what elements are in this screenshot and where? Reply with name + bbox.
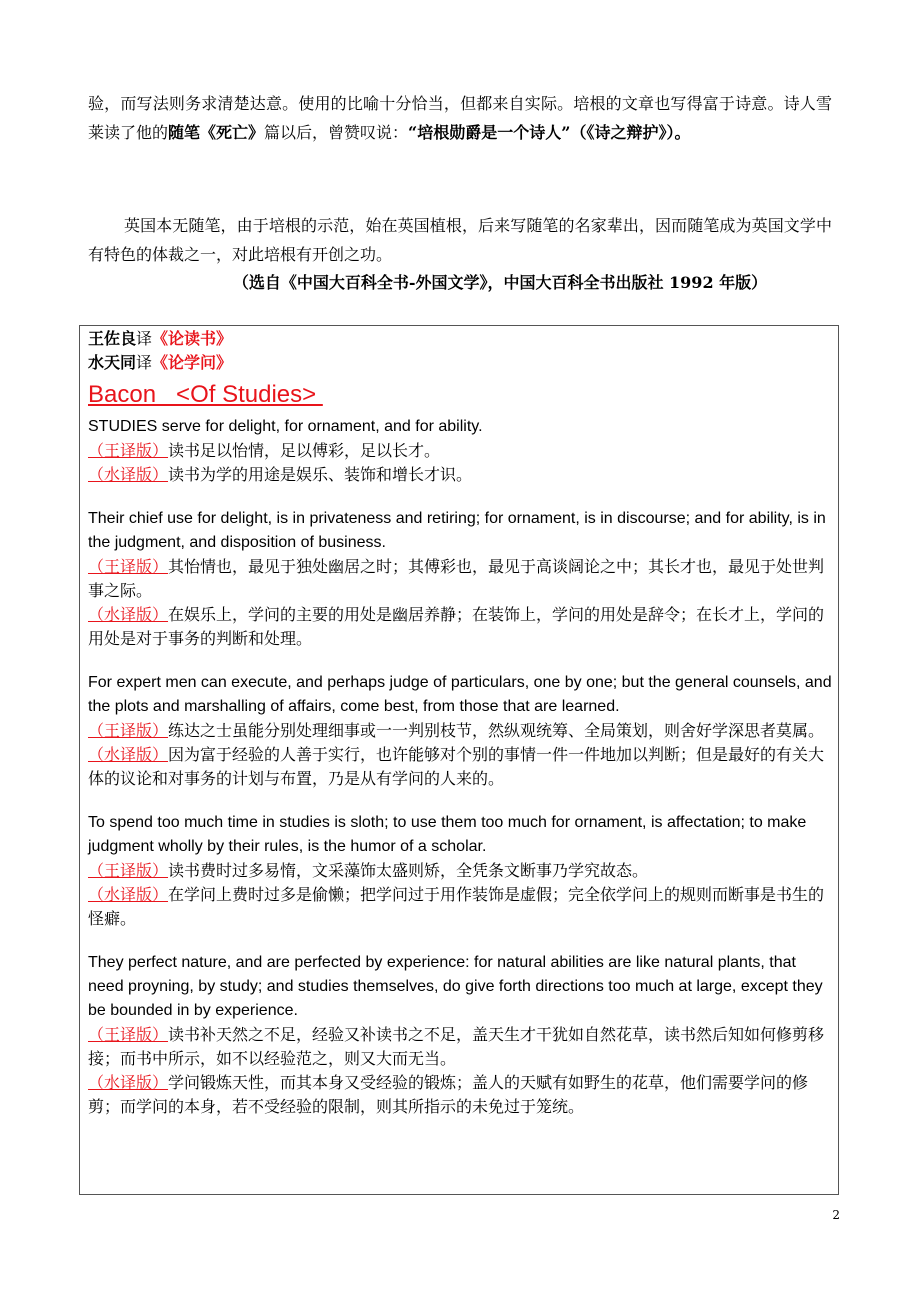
english-text: They perfect nature, and are perfected by experience: for natural abilities are like natural plants, that need proyning, by study; and studies themselves, do give forth directions too much at large, except they be bounded in by experience.	[88, 954, 823, 1019]
translator-line	[88, 327, 832, 351]
english-text: To spend too much time in studies is sloth; to use them too much for ornament, is affectation; to make judgment wholly by their rules, is the humor of a scholar.	[88, 814, 807, 855]
translator-verb: 译	[136, 329, 153, 348]
translator-line	[88, 351, 832, 375]
english-text: For expert men can execute, and perhaps judge of particulars, one by one; but the general counsels, and the plots and marshalling of affairs, come best, from those that are learned.	[88, 674, 832, 715]
shui-translation	[88, 463, 832, 487]
english-text: STUDIES serve for delight, for ornament, and for ability.	[88, 418, 483, 435]
wang-translation	[88, 439, 832, 463]
shui-text: 在学问上费时过多是偷懒；把学问过于用作装饰是虚假；完全依学问上的规则而断事是书生的怪癖。	[88, 885, 825, 928]
translator-name: 水天同	[88, 353, 137, 372]
passage-block	[88, 951, 832, 1119]
wang-translation	[88, 859, 832, 883]
wang-translation	[88, 719, 832, 743]
intro-paragraph-2: 英国本无随笔，由于培根的示范，始在英国植根，后来写随笔的名家辈出，因而随笔成为英国文学中有特色的体裁之一，对此培根有开创之功。	[88, 216, 832, 264]
shui-translation	[88, 883, 832, 931]
english-text: Their chief use for delight, is in privateness and retiring; for ornament, is in discourse; and for ability, is in the judgment, and disposition of business.	[88, 510, 826, 551]
passage-block	[88, 415, 832, 487]
intro-text: 验，而写法则务求清楚达意。使用的比喻十分恰当，但都来自实际。培根的文章也写得富于诗意。诗人雪莱读了他的	[88, 94, 832, 142]
wang-translation	[88, 555, 832, 603]
wang-text: 读书足以怡情，足以傅彩，足以长才。	[168, 441, 441, 460]
wang-text: 练达之士虽能分别处理细事或一一判别枝节，然纵观统筹、全局策划，则舍好学深思者莫属。	[168, 721, 825, 740]
translation-title: 《论学问》	[152, 353, 233, 372]
translator-name: 王佐良	[88, 329, 137, 348]
wang-translation	[88, 1023, 832, 1071]
wang-text: 读书补天然之不足，经验又补读书之不足，盖天生才干犹如自然花草，读书然后知如何修剪移接；而书中所示，如不以经验范之，则又大而无当。	[88, 1025, 825, 1068]
essay-heading: Bacon <Of Studies>	[88, 381, 323, 408]
shelley-quote: “培根勋爵是一个诗人”（《诗之辩护》）。	[408, 123, 691, 142]
wang-text: 读书费时过多易惰，文采藻饰太盛则矫，全凭条文断事乃学究故态。	[168, 861, 649, 880]
intro-paragraph-1	[88, 89, 832, 147]
shui-version-tag: （水译版）	[88, 1073, 169, 1092]
shui-translation	[88, 743, 832, 791]
shui-version-tag: （水译版）	[88, 465, 169, 484]
essay-title-death: 随笔《死亡》	[168, 123, 265, 142]
passage-block	[88, 671, 832, 791]
translator-verb: 译	[136, 353, 153, 372]
shui-translation	[88, 603, 832, 651]
shui-text: 学问锻炼天性，而其本身又受经验的锻炼；盖人的天赋有如野生的花草，他们需要学问的修剪；而学问的本身，若不受经验的限制，则其所指示的未免过于笼统。	[88, 1073, 809, 1116]
passage-block	[88, 811, 832, 931]
translation-title: 《论读书》	[152, 329, 233, 348]
intro-text: 篇以后，曾赞叹说：	[264, 123, 409, 142]
wang-version-tag: （王译版）	[88, 1025, 169, 1044]
source-citation: （选自《中国大百科全书-外国文学》，中国大百科全书出版社 1992 年版）	[232, 273, 768, 292]
wang-version-tag: （王译版）	[88, 441, 169, 460]
shui-version-tag: （水译版）	[88, 885, 169, 904]
passage-block	[88, 507, 832, 651]
wang-version-tag: （王译版）	[88, 861, 169, 880]
shui-text: 因为富于经验的人善于实行，也许能够对个别的事情一件一件地加以判断；但是最好的有关大体的议论和对事务的计划与布置，乃是从有学问的人来的。	[88, 745, 825, 788]
wang-text: 其怡情也，最见于独处幽居之时；其傅彩也，最见于高谈阔论之中；其长才也，最见于处世判事之际。	[88, 557, 825, 600]
shui-text: 在娱乐上，学问的主要的用处是幽居养静；在装饰上，学问的用处是辞令；在长才上，学问的用处是对于事务的判断和处理。	[88, 605, 825, 648]
wang-version-tag: （王译版）	[88, 557, 169, 576]
shui-text: 读书为学的用途是娱乐、装饰和增长才识。	[168, 465, 473, 484]
shui-translation	[88, 1071, 832, 1119]
translation-box	[79, 325, 839, 1195]
page-number: 2	[832, 1208, 840, 1222]
shui-version-tag: （水译版）	[88, 745, 169, 764]
shui-version-tag: （水译版）	[88, 605, 169, 624]
wang-version-tag: （王译版）	[88, 721, 169, 740]
translation-box-content	[88, 326, 832, 1139]
